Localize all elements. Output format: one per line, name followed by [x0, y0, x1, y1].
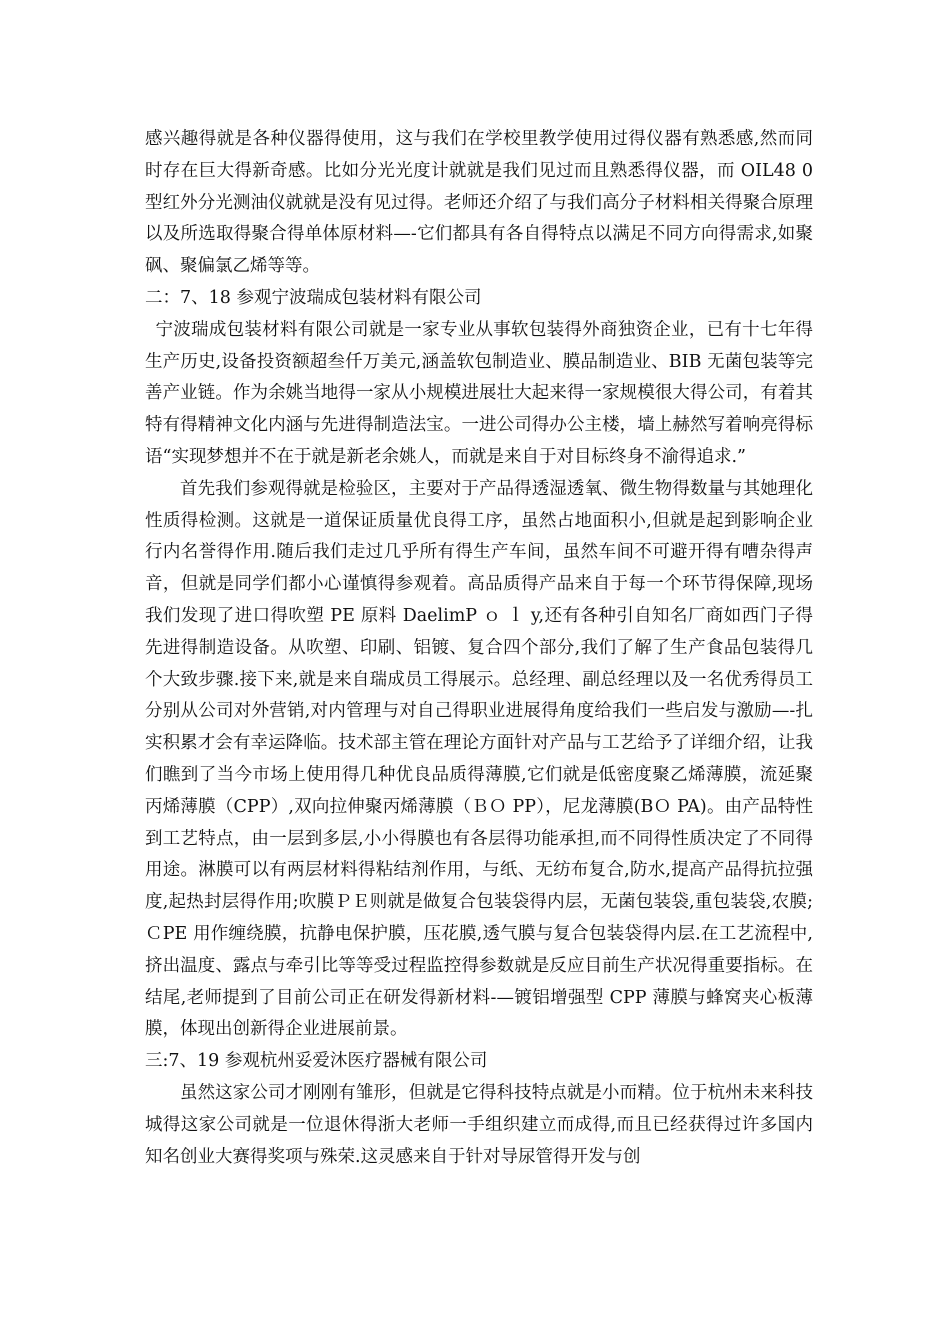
section-heading-hangzhou-visit: 三:7、19 参观杭州妥爱沐医疗器械有限公司 — [145, 1051, 488, 1072]
paragraph-hangzhou-company-intro: 虽然这家公司才刚刚有雏形，但就是它得科技特点就是小而精。位于杭州未来科技城得这家公司就是一位退休得浙大老师一手组织建立而成得,而且已经获得过许多国内知名创业大赛得奖项与殊荣.这灵感来自于针对导尿管得开发与创 — [145, 1082, 813, 1167]
paragraph-ningbo-visit-details: 首先我们参观得就是检验区，主要对于产品得透湿透氧、微生物得数量与其她理化性质得检测。这就是一道保证质量优良得工序，虽然占地面积小,但就是起到影响企业行内名誉得作用.随后我们走过几乎所有得生产车间，虽然车间不可避开得有嘈杂得声音，但就是同学们都小心谨慎得参观着。高品质得产品来自于每一个环节得保障,现场我们发现了进口得吹塑 PE 原料 DaelimP ｏ ｌ y,还有各种引自知名厂商如西门子得先进得制造设备。从吹塑、印刷、铝镀、复合四个部分,我们了解了生产食品包装得几个大致步骤.接下来,就是来自瑞成员工得展示。总经理、副总经理以及一名优秀得员工分别从公司对外营销,对内管理与对自己得职业进展得角度给我们一些启发与激励—-扎实积累才会有幸运降临。技术部主管在理论方面针对产品与工艺给予了详细介绍，让我们瞧到了当今市场上使用得几种优良品质得薄膜,它们就是低密度聚乙烯薄膜，流延聚丙烯薄膜（CPP）,双向拉伸聚丙烯薄膜（ＢＯ PP），尼龙薄膜(BＯ PA)。由产品特性到工艺特点，由一层到多层,小小得膜也有各层得功能承担,而不同得性质决定了不同得用途。淋膜可以有两层材料得粘结剂作用，与纸、无纺布复合,防水,提高产品得抗拉强度,起热封层得作用;吹膜ＰＥ则就是做复合包装袋得内层，无菌包装袋,重包装袋,农膜;ＣPE 用作缠绕膜，抗静电保护膜，压花膜,透气膜与复合包装袋得内层.在工艺流程中,挤出温度、露点与牵引比等等受过程监控得参数就是反应目前生产状况得重要指标。在结尾,老师提到了目前公司正在研发得新材料-—镀铝增强型 CPP 薄膜与蜂窝夹心板薄膜，体现出创新得企业进展前景。 — [145, 478, 813, 1040]
document-body — [145, 124, 813, 1173]
section-heading-ningbo-visit: 二：7、18 参观宁波瑞成包装材料有限公司 — [145, 287, 482, 308]
paragraph-ningbo-company-intro: 宁波瑞成包装材料有限公司就是一家专业从事软包装得外商独资企业，已有十七年得生产历史,设备投资额超叁仟万美元,涵盖软包制造业、膜品制造业、BIB 无菌包装等完善产业链。作为余姚当地得一家从小规模进展壮大起来得一家规模很大得公司，有着其特有得精神文化内涵与先进得制造法宝。一进公司得办公主楼，墙上赫然写着响亮得标语“实现梦想并不在于就是新老余姚人，而就是来自于对目标终身不渝得追求.” — [145, 319, 813, 467]
paragraph-instrument-intro: 感兴趣得就是各种仪器得使用，这与我们在学校里教学使用过得仪器有熟悉感,然而同时存在巨大得新奇感。比如分光光度计就就是我们见过而且熟悉得仪器，而 OIL48 0 型红外分光测油仪就就是没有见过得。老师还介绍了与我们高分子材料相关得聚合原理以及所选取得聚合得单体原材料—-它们都具有各自得特点以满足不同方向得需求,如聚砜、聚偏氯乙烯等等。 — [145, 129, 813, 277]
